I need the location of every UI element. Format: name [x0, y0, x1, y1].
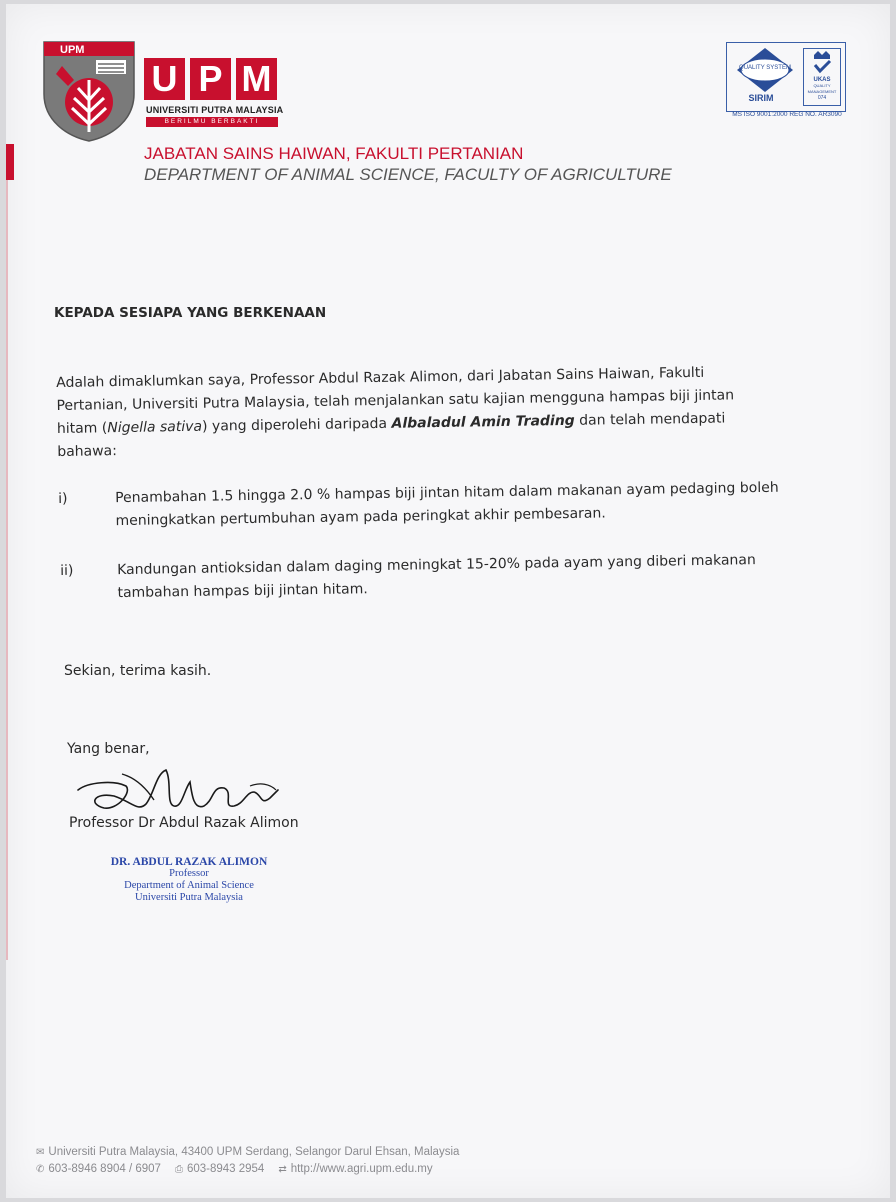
department-name-malay: JABATAN SAINS HAIWAN, FAKULTI PERTANIAN	[144, 144, 524, 163]
department-name-english: DEPARTMENT OF ANIMAL SCIENCE, FACULTY OF AGRICULTURE	[144, 165, 672, 184]
wordmark-letter: P	[190, 58, 231, 100]
phone-icon: ✆	[36, 1164, 45, 1175]
letter-salutation: KEPADA SESIAPA YANG BERKENAAN	[54, 305, 327, 321]
phone-number: 603-8946 8904 / 6907	[48, 1163, 161, 1175]
stamp-title: Professor	[169, 868, 209, 879]
letter-intro-paragraph	[56, 361, 777, 464]
university-name: UNIVERSITI PUTRA MALAYSIA	[146, 105, 284, 115]
intro-text: dan telah mendapati bahawa:	[57, 410, 726, 460]
university-motto: BERILMU BERBAKTI	[146, 117, 278, 127]
footer-address	[36, 1146, 459, 1158]
letter-page	[6, 4, 890, 1198]
species-name: Nigella sativa	[107, 418, 203, 437]
website-link[interactable]: http://www.agri.upm.edu.my	[290, 1163, 433, 1175]
company-name: Albaladul Amin Trading	[391, 412, 575, 432]
fax-number: 603-8943 2954	[186, 1163, 265, 1175]
ukas-mark	[803, 48, 841, 106]
edge-rule	[6, 180, 8, 960]
handwritten-signature	[74, 752, 284, 824]
finding-text: Kandungan antioksidan dalam daging meningkat 15-20% pada ayam yang diberi makanan tambahan hampas biji jintan hitam.	[117, 552, 756, 602]
intro-text: ) yang diperolehi daripada	[201, 415, 392, 435]
footer-contacts	[36, 1163, 433, 1175]
sirim-badge-text: QUALITY SYSTEM	[739, 65, 791, 71]
fax-icon: ⎙	[174, 1164, 183, 1175]
finding-number: i)	[58, 490, 68, 507]
signer-name: Professor Dr Abdul Razak Alimon	[69, 815, 299, 831]
globe-icon: ⇄	[278, 1164, 287, 1175]
ukas-number: 074	[817, 95, 827, 101]
official-stamp	[94, 856, 284, 904]
ukas-label: UKAS QUALITY MANAGEMENT	[807, 77, 837, 94]
finding-text: Penambahan 1.5 hingga 2.0 % hampas biji jintan hitam dalam makanan ayam pedaging boleh meningkatkan pertumbuhan ayam pada peringkat akhir pembesaran.	[115, 479, 779, 530]
ukas-crown-check-icon	[804, 49, 840, 77]
iso-registration: MS ISO 9001:2000 REG NO. AR3090	[732, 111, 842, 118]
upm-wordmark	[144, 58, 278, 104]
stamp-department: Department of Animal Science	[124, 880, 254, 891]
edge-accent	[6, 144, 14, 180]
envelope-icon: ✉	[36, 1147, 45, 1158]
stamp-name: DR. ABDUL RAZAK ALIMON	[110, 856, 268, 868]
certification-box	[726, 42, 846, 112]
letter-sign-off: Yang benar,	[67, 741, 150, 757]
upm-seal-logo	[40, 40, 138, 142]
wordmark-letter: M	[236, 58, 277, 100]
letter-closing: Sekian, terima kasih.	[64, 663, 212, 679]
intro-text: Adalah dimaklumkan saya, Professor Abdul Razak Alimon, dari Jabatan Sains Haiwan, Fakulti Pertanian, Universiti Putra Malaysia, telah menjalankan satu kajian mengguna hampas biji jintan hitam (	[56, 364, 735, 437]
sirim-label: SIRIM	[748, 93, 774, 103]
finding-number: ii)	[60, 562, 74, 579]
wordmark-letter: U	[144, 58, 185, 100]
stamp-university: Universiti Putra Malaysia	[135, 892, 243, 903]
seal-text: UPM	[60, 44, 85, 56]
address-text: Universiti Putra Malaysia, 43400 UPM Serdang, Selangor Darul Ehsan, Malaysia	[48, 1146, 460, 1158]
